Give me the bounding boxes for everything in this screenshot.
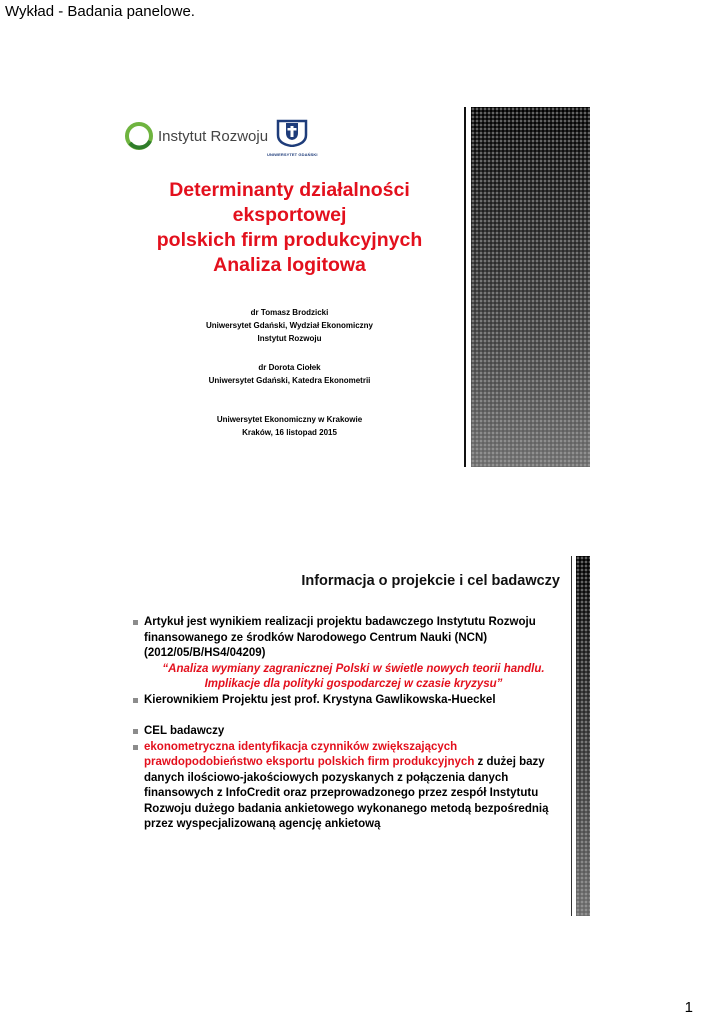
page-number: 1 xyxy=(684,999,693,1016)
author-2-affiliation: Uniwersytet Gdański, Katedra Ekonometrii xyxy=(208,376,371,385)
slide-divider-line xyxy=(464,107,466,467)
author-2-block xyxy=(115,361,464,387)
title-line: eksportowej xyxy=(232,204,347,226)
title-line: Determinanty działalności xyxy=(169,179,410,201)
quote-line: Implikacje dla polityki gospodarczej w czasie kryzysu” xyxy=(204,678,503,690)
title-line: polskich firm produkcyjnych xyxy=(156,229,423,251)
author-1-affiliation: Uniwersytet Gdański, Wydział Ekonomiczny xyxy=(205,321,373,330)
project-info-slide xyxy=(115,556,590,916)
list-item: CEL badawczy xyxy=(133,724,563,740)
instytut-rozwoju-swirl-icon xyxy=(124,121,154,151)
venue-date: Kraków, 16 listopad 2015 xyxy=(242,428,337,437)
list-item-research-goal xyxy=(133,740,563,833)
instytut-rozwoju-logo-text: Instytut Rozwoju xyxy=(158,127,269,145)
slide-divider-line xyxy=(571,556,572,916)
body-text: z dużej bazy danych ilościowo-jakościowych pozyskanych z połączenia danych finansowych z InfoCredit oraz przeprowadzonego przez zespół Instytutu Rozwoju dużego badania ankietowego wykonanego metodą bezpośrednią przez wyspecjalizowaną agencję ankietową xyxy=(144,756,549,830)
decorative-texture-strip xyxy=(576,556,590,916)
author-1-name: dr Tomasz Brodzicki xyxy=(250,308,329,317)
title-line: Analiza logitowa xyxy=(213,254,366,276)
author-1-block xyxy=(115,306,464,345)
venue-block xyxy=(115,413,464,439)
decorative-texture-panel xyxy=(471,107,590,467)
list-item: Artykuł jest wynikiem realizacji projektu badawczego Instytutu Rozwoju finansowanego ze środków Narodowego Centrum Nauki (NCN) (2012/05/B/HS4/04209) xyxy=(133,615,563,662)
slide-title: Informacja o projekcie i cel badawczy xyxy=(301,573,560,589)
list-item: Kierownikiem Projektu jest prof. Krystyna Gawlikowska-Hueckel xyxy=(133,693,563,709)
page-header: Wykład - Badania panelowe. xyxy=(5,3,195,20)
uniwersytet-gdanski-emblem-icon xyxy=(274,117,310,147)
quote-line: “Analiza wymiany zagranicznej Polski w świetle nowych teorii handlu. xyxy=(162,662,545,675)
author-1-affiliation-2: Instytut Rozwoju xyxy=(257,334,322,343)
project-title-quote xyxy=(133,662,563,693)
highlighted-text: ekonometryczna identyfikacja czynników zwiększających prawdopodobieństwo eksportu polskich firm produkcyjnych xyxy=(144,740,475,768)
instytut-rozwoju-logo xyxy=(124,121,268,151)
presentation-title xyxy=(115,178,464,278)
title-slide xyxy=(115,107,590,467)
bullet-list xyxy=(133,615,563,833)
uniwersytet-gdanski-logo xyxy=(267,117,317,157)
venue-name: Uniwersytet Ekonomiczny w Krakowie xyxy=(216,415,363,424)
uniwersytet-gdanski-caption: UNIWERSYTET GDAŃSKI xyxy=(267,152,318,157)
author-2-name: dr Dorota Ciołek xyxy=(258,363,321,372)
